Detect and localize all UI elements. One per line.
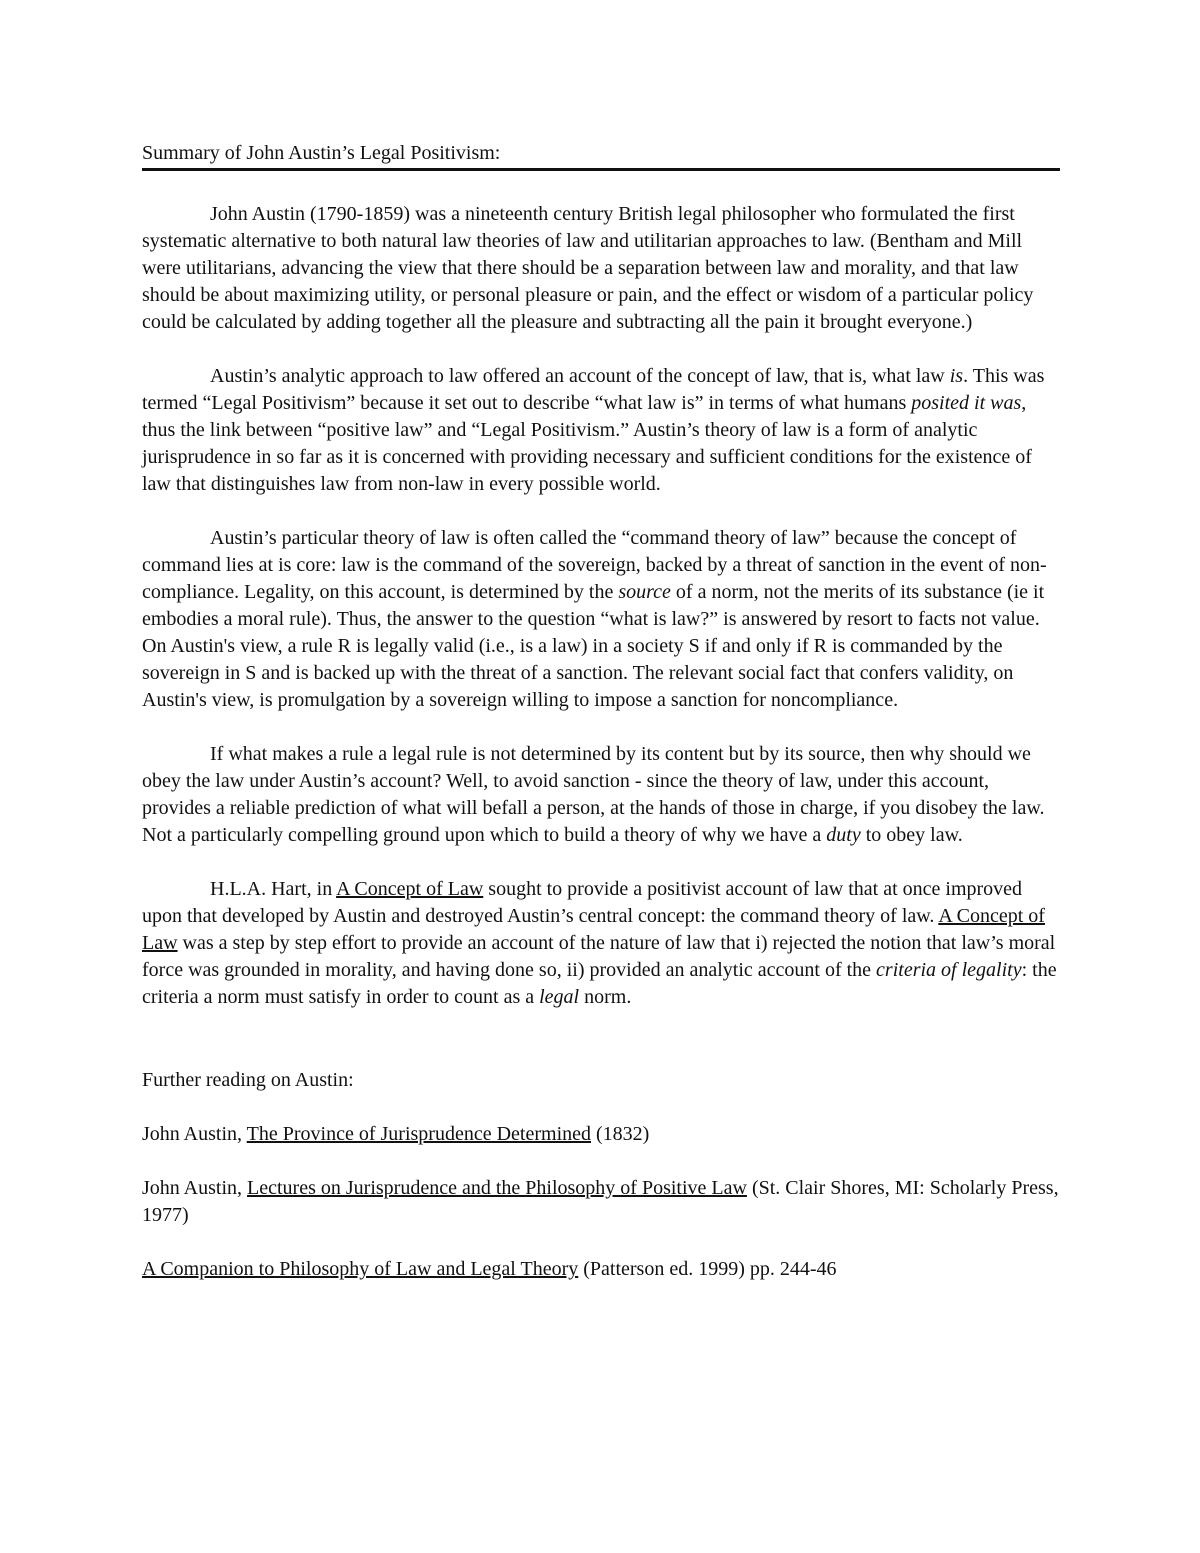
ref2-author: John Austin, — [142, 1177, 248, 1199]
p2-text-a: Austin’s analytic approach to law offered an account of the concept of law, that is, what law — [210, 365, 950, 387]
paragraph-intro: John Austin (1790-1859) was a nineteenth century British legal philosopher who formulated the first systematic alternative to both natural law theories of law and utilitarian approaches to law. (Bentham and Mill were utilitarians, advancing the view that there should be a separation between law and morality, and that law should be about maximizing utility, or personal pleasure or pain, and the effect or wisdom of a particular policy could be calculated by adding together all the pleasure and subtracting all the pain it brought everyone.) — [142, 203, 1034, 333]
p5-text-c: sought to provide a positivist account of law that at once improved upon that developed by Austin and destroyed Austin’s central concept: the command theory of law. — [142, 878, 1023, 927]
p2-text-e: , thus the link between “positive law” and “Legal Positivism.” Austin’s theory of law is a form of analytic jurisprudence in so far as it is concerned with providing necessary and sufficient conditions for the existence of law that distinguishes law from non-law in every possible world. — [142, 392, 1032, 495]
paragraph-command-theory — [142, 525, 1060, 714]
ref3-title: A Companion to Philosophy of Law and Legal Theory — [142, 1258, 579, 1280]
ref1-title: The Province of Jurisprudence Determined — [246, 1123, 591, 1145]
document-page — [142, 140, 1060, 1310]
reference-1 — [142, 1121, 1060, 1148]
p3-emphasis-source: source — [618, 581, 671, 603]
document-title-text: Summary of John Austin’s Legal Positivism: — [142, 142, 501, 164]
p2-emphasis-is: is — [949, 365, 964, 387]
ref1-author: John Austin, — [142, 1123, 247, 1145]
paragraph-why-obey — [142, 741, 1060, 849]
ref2-title: Lectures on Jurisprudence and the Philosophy of Positive Law — [247, 1177, 747, 1199]
document-title — [142, 140, 1060, 171]
p5-text-a: H.L.A. Hart, in — [210, 878, 337, 900]
further-reading-heading: Further reading on Austin: — [142, 1069, 354, 1091]
reference-3 — [142, 1256, 1060, 1283]
paragraph-hart — [142, 876, 1060, 1011]
p2-text-c: . This was termed “Legal Positivism” because it set out to describe “what law is” in terms of what humans — [142, 365, 1045, 414]
p5-text-e: was a step by step effort to provide an account of the nature of law that i) rejected the notion that law’s moral force was grounded in morality, and having done so, ii) provided an analytic account of the — [142, 932, 1056, 981]
p5-book-title-1: A Concept of Law — [336, 878, 484, 900]
p5-text-i: norm. — [579, 986, 632, 1008]
ref2-tail: (St. Clair Shores, MI: Scholarly Press, 1977) — [142, 1177, 1059, 1226]
p4-text-c: to obey law. — [860, 824, 963, 846]
paragraph-analytic-approach — [142, 363, 1060, 498]
reference-2 — [142, 1175, 1060, 1229]
p3-text-c: of a norm, not the merits of its substance (ie it embodies a moral rule). Thus, the answer to the question “what is law?” is answered by resort to facts not value. On Austin's view, a rule R is legally valid (i.e., is a law) in a society S if and only if R is commanded by the sovereign in S and is backed up with the threat of a sanction. The relevant social fact that confers validity, on Austin's view, is promulgation by a sovereign willing to impose a sanction for noncompliance. — [142, 581, 1045, 711]
p4-text-a: If what makes a rule a legal rule is not determined by its content but by its source, then why should we obey the law under Austin’s account? Well, to avoid sanction - since the theory of law, under this account, provides a reliable prediction of what will befall a person, at the hands of those in charge, if you disobey the law. Not a particularly compelling ground upon which to build a theory of why we have a — [142, 743, 1045, 846]
p5-book-title-2: A Concept of Law — [142, 905, 1045, 954]
ref3-tail: (Patterson ed. 1999) pp. 244-46 — [578, 1258, 837, 1280]
p5-text-g: : the criteria a norm must satisfy in order to count as a — [142, 959, 1057, 1008]
ref1-tail: (1832) — [591, 1123, 650, 1145]
p4-emphasis-duty: duty — [826, 824, 861, 846]
p3-text-a: Austin’s particular theory of law is often called the “command theory of law” because the concept of command lies at is core: law is the command of the sovereign, backed by a threat of sanction in the event of non-compliance. Legality, on this account, is determined by the — [142, 527, 1047, 603]
p5-emphasis-criteria: criteria of legality — [876, 959, 1022, 981]
p5-emphasis-legal: legal — [539, 986, 580, 1008]
p2-emphasis-posited: posited it was — [911, 392, 1022, 414]
